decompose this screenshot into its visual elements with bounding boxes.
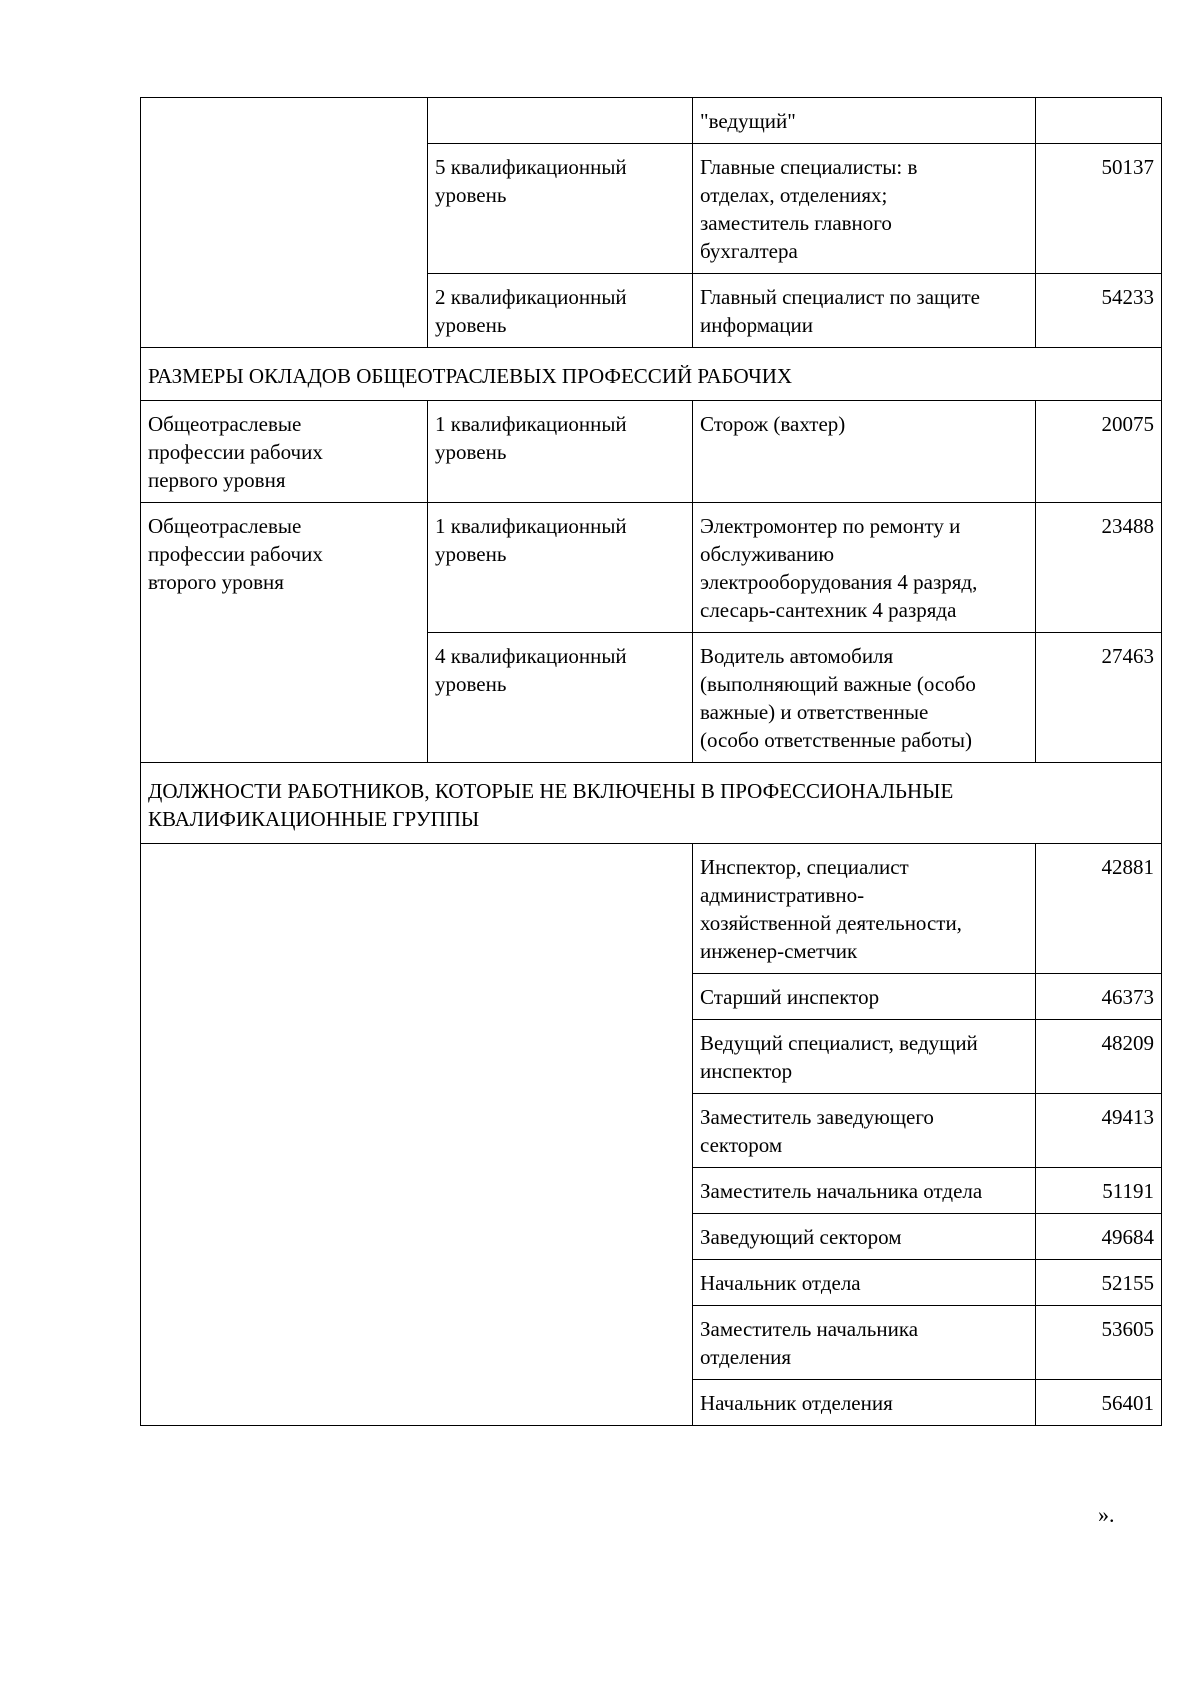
table-row: [141, 98, 1162, 144]
table-row: [141, 401, 1162, 503]
qualification-level-cell: 2 квалификационный уровень: [428, 274, 693, 348]
table-row: [141, 844, 1162, 974]
position-cell: Начальник отделения: [693, 1380, 1036, 1426]
position-cell: Ведущий специалист, ведущий инспектор: [693, 1020, 1036, 1094]
salary-cell: 46373: [1036, 974, 1162, 1020]
salary-cell: 27463: [1036, 633, 1162, 763]
salary-cell: 23488: [1036, 503, 1162, 633]
qualification-level-cell: 4 квалификационный уровень: [428, 633, 693, 763]
closing-quote-mark: ».: [1098, 1502, 1115, 1527]
position-cell: Заместитель начальника отдела: [693, 1168, 1036, 1214]
salary-table: [140, 97, 1162, 1426]
section-header-row: [141, 348, 1162, 401]
position-cell: Заместитель начальника отделения: [693, 1306, 1036, 1380]
salary-cell: 49413: [1036, 1094, 1162, 1168]
salary-cell: 42881: [1036, 844, 1162, 974]
qualification-level-cell: [428, 98, 693, 144]
section-title-other-positions: ДОЛЖНОСТИ РАБОТНИКОВ, КОТОРЫЕ НЕ ВКЛЮЧЕНЫ В ПРОФЕССИОНАЛЬНЫЕ КВАЛИФИКАЦИОННЫЕ ГРУППЫ: [141, 763, 1162, 844]
position-cell: Старший инспектор: [693, 974, 1036, 1020]
salary-cell: [1036, 98, 1162, 144]
position-cell: Главный специалист по защите информации: [693, 274, 1036, 348]
position-cell: "ведущий": [693, 98, 1036, 144]
table-row: [141, 503, 1162, 633]
group-name-cell: Общеотраслевые профессии рабочих второго уровня: [141, 503, 428, 763]
section-title-workers: РАЗМЕРЫ ОКЛАДОВ ОБЩЕОТРАСЛЕВЫХ ПРОФЕССИЙ РАБОЧИХ: [141, 348, 1162, 401]
position-cell: Инспектор, специалист административно- хозяйственной деятельности, инженер-сметчик: [693, 844, 1036, 974]
qualification-level-cell: 1 квалификационный уровень: [428, 401, 693, 503]
salary-cell: 49684: [1036, 1214, 1162, 1260]
salary-cell: 51191: [1036, 1168, 1162, 1214]
position-cell: Начальник отдела: [693, 1260, 1036, 1306]
position-cell: Главные специалисты: в отделах, отделениях; заместитель главного бухгалтера: [693, 144, 1036, 274]
position-cell: Заместитель заведующего сектором: [693, 1094, 1036, 1168]
salary-cell: 52155: [1036, 1260, 1162, 1306]
qualification-level-cell: 5 квалификационный уровень: [428, 144, 693, 274]
position-cell: Водитель автомобиля (выполняющий важные (особо важные) и ответственные (особо ответственные работы): [693, 633, 1036, 763]
section-header-row: [141, 763, 1162, 844]
salary-cell: 53605: [1036, 1306, 1162, 1380]
group-name-cell: Общеотраслевые профессии рабочих первого уровня: [141, 401, 428, 503]
salary-cell: 48209: [1036, 1020, 1162, 1094]
salary-cell: 50137: [1036, 144, 1162, 274]
salary-cell: 56401: [1036, 1380, 1162, 1426]
position-cell: Заведующий сектором: [693, 1214, 1036, 1260]
salary-cell: 20075: [1036, 401, 1162, 503]
qualification-level-cell: 1 квалификационный уровень: [428, 503, 693, 633]
group-cell-continued: [141, 98, 428, 348]
salary-cell: 54233: [1036, 274, 1162, 348]
position-cell: Сторож (вахтер): [693, 401, 1036, 503]
empty-merged-cell: [141, 844, 693, 1426]
position-cell: Электромонтер по ремонту и обслуживанию электрооборудования 4 разряд, слесарь-сантехник 4 разряда: [693, 503, 1036, 633]
